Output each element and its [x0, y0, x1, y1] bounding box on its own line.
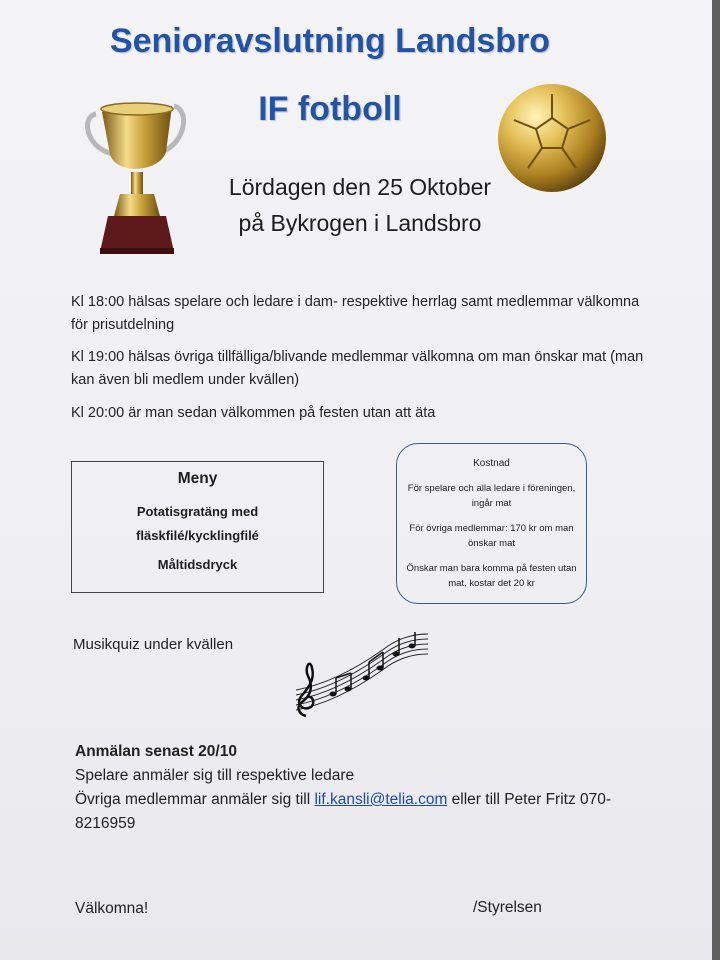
signup-members-suffix: eller till Peter Fritz 070-8216959	[75, 791, 612, 832]
menu-drink: Måltidsdryck	[157, 557, 238, 572]
closing-welcome: Välkomna!	[75, 900, 149, 917]
poster-title-line1: Senioravslutning Landsbro	[109, 22, 551, 60]
signature: /Styrelsen	[473, 899, 542, 916]
signup-email-link[interactable]: lif.kansli@telia.com	[314, 791, 448, 808]
poster-title-line2: IF fotboll	[258, 90, 402, 128]
menu-box	[71, 461, 324, 593]
cost-line-1: För spelare och alla ledare i föreningen, ingår mat	[407, 483, 576, 509]
menu-dish-line1: Potatisgratäng med	[136, 504, 259, 519]
signup-members	[75, 788, 655, 836]
cost-line-3: Önskar man bara komma på festen utan mat, kostar det 20 kr	[406, 563, 577, 589]
music-quiz-text: Musikquiz under kvällen	[73, 636, 234, 653]
cost-box	[396, 443, 587, 604]
signup-deadline: Anmälan senast 20/10	[75, 743, 237, 760]
cost-line-2: För övriga medlemmar: 170 kr om man önskar mat	[409, 523, 574, 549]
event-location: på Bykrogen i Landsbro	[238, 210, 482, 236]
menu-title: Meny	[177, 470, 218, 487]
cost-title: Kostnad	[473, 458, 510, 469]
schedule-item-1900: Kl 19:00 hälsas övriga tillfälliga/blivande medlemmar välkomna om man önskar mat (man kan även bli medlem under kvällen)	[71, 349, 644, 388]
menu-dish-line2: fläskfilé/kycklingfilé	[136, 528, 259, 543]
event-date: Lördagen den 25 Oktober	[228, 174, 492, 200]
signup-section	[75, 740, 655, 836]
trophy-icon	[82, 94, 192, 256]
menu-dish	[72, 500, 323, 548]
signup-members-prefix: Övriga medlemmar anmäler sig till	[75, 791, 311, 808]
signup-players: Spelare anmäler sig till respektive ledare	[75, 767, 355, 784]
music-notes-icon	[288, 628, 433, 720]
schedule-item-2000: Kl 20:00 är man sedan välkommen på festen utan att äta	[71, 405, 436, 421]
schedule-item-1800: Kl 18:00 hälsas spelare och ledare i dam- respektive herrlag samt medlemmar välkomna för prisutdelning	[71, 294, 640, 333]
